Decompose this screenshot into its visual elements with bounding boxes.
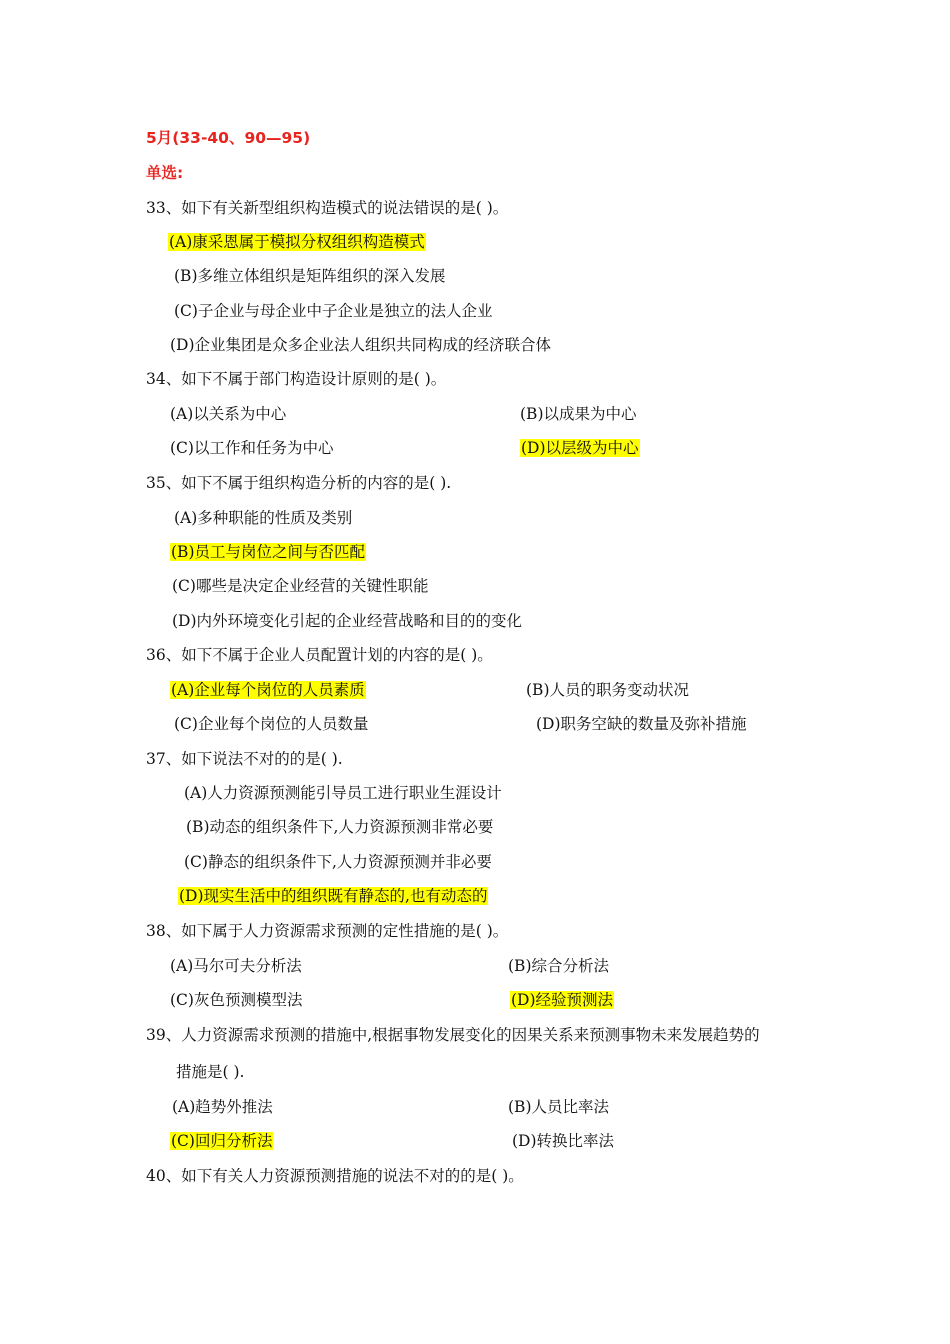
question-39-option-d: (D)转换比率法 [512,1132,615,1150]
answer-highlight: (C)回归分析法 [171,1132,273,1150]
answer-highlight: (A)企业每个岗位的人员素质 [171,681,365,699]
question-35-option-b [170,541,366,563]
question-33-option-b: (B)多维立体组织是矩阵组织的深入发展 [174,267,446,285]
question-39-option-c [170,1130,273,1152]
question-35-option-c: (C)哪些是决定企业经营的关键性职能 [172,577,429,595]
question-38-option-b: (B)综合分析法 [508,957,609,975]
question-36-option-c: (C)企业每个岗位的人员数量 [174,715,369,733]
question-36-option-a [170,679,366,701]
question-36-option-b: (B)人员的职务变动状况 [526,681,689,699]
question-34-option-d [520,437,640,459]
question-37-option-d [178,885,488,907]
question-33-option-a [168,231,426,253]
question-40-stem: 40、如下有关人力资源预测措施的说法不对的的是( )。 [146,1167,524,1185]
question-37-option-a: (A)人力资源预测能引导员工进行职业生涯设计 [184,784,502,802]
answer-highlight: (D)经验预测法 [511,991,614,1009]
question-36-stem: 36、如下不属于企业人员配置计划的内容的是( )。 [146,646,493,664]
question-37-stem: 37、如下说法不对的的是( ). [146,750,343,768]
answer-highlight: (A)康采恩属于模拟分权组织构造模式 [169,233,425,251]
question-38-option-c: (C)灰色预测模型法 [170,991,303,1009]
question-37-option-c: (C)静态的组织条件下,人力资源预测并非必要 [184,853,492,871]
question-38-stem: 38、如下属于人力资源需求预测的定性措施的是( )。 [146,922,509,940]
question-39-option-a: (A)趋势外推法 [172,1098,273,1116]
question-34-option-c: (C)以工作和任务为中心 [170,439,334,457]
question-34-option-b: (B)以成果为中心 [520,405,637,423]
question-35-option-a: (A)多种职能的性质及类别 [174,509,353,527]
question-35-option-d: (D)内外环境变化引起的企业经营战略和目的的变化 [172,612,523,630]
question-39-option-b: (B)人员比率法 [508,1098,609,1116]
question-39-stem: 39、人力资源需求预测的措施中,根据事物发展变化的因果关系来预测事物未来发展趋势的 [146,1026,760,1044]
question-35-stem: 35、如下不属于组织构造分析的内容的是( ). [146,474,452,492]
question-38-option-a: (A)马尔可夫分析法 [170,957,302,975]
question-39-stem-continued: 措施是( ). [176,1063,245,1081]
month-heading: 5月(33-40、90—95) [146,129,311,147]
question-38-option-d [510,989,614,1011]
answer-highlight: (B)员工与岗位之间与否匹配 [171,543,365,561]
answer-highlight: (D)现实生活中的组织既有静态的,也有动态的 [179,887,488,905]
question-33-option-d: (D)企业集团是众多企业法人组织共同构成的经济联合体 [170,336,552,354]
section-heading: 单选: [146,164,184,182]
question-37-option-b: (B)动态的组织条件下,人力资源预测非常必要 [186,818,494,836]
question-36-option-d: (D)职务空缺的数量及弥补措施 [536,715,747,733]
question-33-stem: 33、如下有关新型组织构造模式的说法错误的是( )。 [146,199,509,217]
question-34-option-a: (A)以关系为中心 [170,405,287,423]
answer-highlight: (D)以层级为中心 [521,439,639,457]
question-34-stem: 34、如下不属于部门构造设计原则的是( )。 [146,370,447,388]
question-33-option-c: (C)子企业与母企业中子企业是独立的法人企业 [174,302,493,320]
